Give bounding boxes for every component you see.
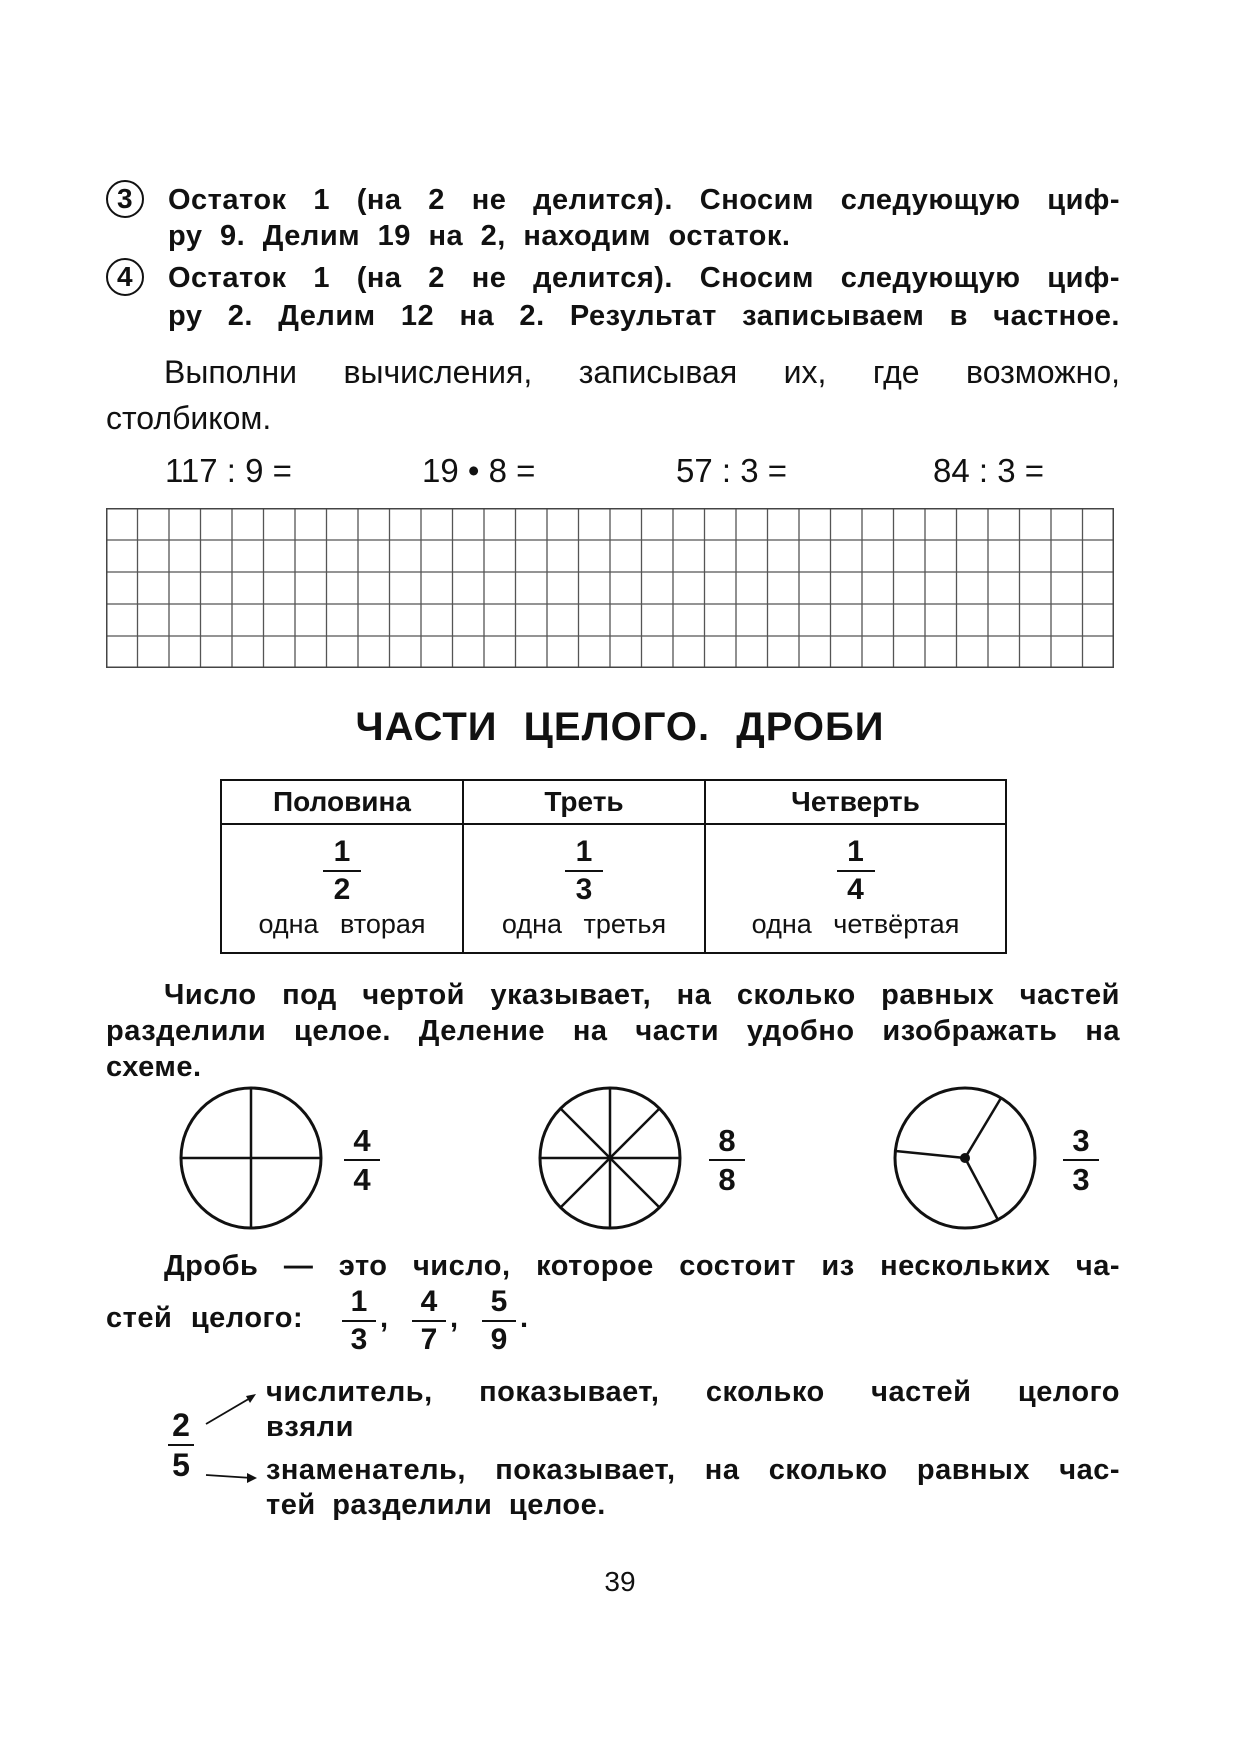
fraction-two-fifths: [168, 1409, 194, 1481]
explain-line-2: разделили целое. Деление на части удобно изображать на: [106, 1015, 1120, 1047]
fraction-three-thirds: 3 3: [1063, 1125, 1099, 1195]
fraction-eight-eighths: 8 8: [709, 1125, 745, 1195]
fraction-one-quarter: $\frac{1}{4}$: [837, 837, 875, 905]
denominator-digit: 5: [172, 1447, 190, 1483]
section-title: ЧАСТИ ЦЕЛОГО. ДРОБИ: [355, 705, 885, 749]
step-number-4: 4: [106, 258, 144, 296]
step-4-line-2: ру 2. Делим 12 на 2. Результат записываем в частное.: [168, 300, 1120, 332]
comma-2: ,: [450, 1302, 459, 1334]
example-fraction-5-9: 5 9: [482, 1287, 516, 1355]
example-fraction-1-3: 1 3: [342, 1287, 376, 1355]
caption-half: одна вторая: [258, 909, 426, 939]
step-3-line-2: ру 9. Делим 19 на 2, находим остаток.: [168, 220, 791, 252]
task-line-1: Выполни вычисления, записывая их, где возможно,: [164, 354, 1120, 390]
fraction-four-fourths: 4 4: [344, 1125, 380, 1195]
numerator-digit: 2: [172, 1407, 190, 1443]
expression-3: 57 : 3 =: [676, 452, 788, 489]
step-3: [106, 180, 1120, 252]
task-line-2: столбиком.: [106, 400, 272, 436]
definition-line-2: стей целого:: [106, 1302, 304, 1334]
answer-grid[interactable]: [106, 508, 1116, 670]
period: .: [520, 1302, 529, 1334]
explain-line-3: схеме.: [106, 1051, 202, 1083]
step-4: [106, 258, 1120, 330]
step-number-3: 3: [106, 180, 144, 218]
explain-line-1: Число под чертой указывает, на сколько равных частей: [164, 979, 1120, 1011]
table-header-quarter: Четверть: [705, 780, 1006, 824]
circle-divided-4: [176, 1083, 326, 1233]
denominator-line-1: знаменатель, показывает, на сколько равных час-: [266, 1454, 1120, 1486]
example-fraction-4-7: 4 7: [412, 1287, 446, 1355]
numerator-line-2: взяли: [266, 1411, 354, 1443]
fraction-one-half: $\frac{1}{2}$: [323, 837, 361, 905]
circle-divided-3: [890, 1083, 1040, 1233]
expression-2: 19 • 8 =: [422, 452, 536, 489]
caption-quarter: одна четвёртая: [751, 909, 960, 939]
definition-line-1: Дробь — это число, которое состоит из нескольких ча-: [164, 1250, 1120, 1282]
fraction-one-third: $\frac{1}{3}$: [565, 837, 603, 905]
table-cell-half: [221, 824, 463, 953]
expression-4: 84 : 3 =: [933, 452, 1045, 489]
table-header-half: Половина: [221, 780, 463, 824]
numerator-line-1: числитель, показывает, сколько частей целого: [266, 1376, 1120, 1408]
table-header-third: Треть: [463, 780, 705, 824]
circle-divided-8: [535, 1083, 685, 1233]
pointer-arrows: [200, 1386, 270, 1496]
table-cell-quarter: [705, 824, 1006, 953]
fractions-table: [220, 779, 1007, 954]
step-4-line-1: Остаток 1 (на 2 не делится). Сносим следующую циф-: [168, 262, 1120, 294]
table-cell-third: [463, 824, 705, 953]
page-number: 39: [604, 1566, 636, 1597]
denominator-line-2: тей разделили целое.: [266, 1489, 606, 1521]
step-3-line-1: Остаток 1 (на 2 не делится). Сносим следующую циф-: [168, 184, 1120, 216]
caption-third: одна третья: [501, 909, 667, 939]
expressions-row: [0, 452, 1240, 492]
comma-1: ,: [380, 1302, 389, 1334]
expression-1: 117 : 9 =: [165, 452, 292, 489]
